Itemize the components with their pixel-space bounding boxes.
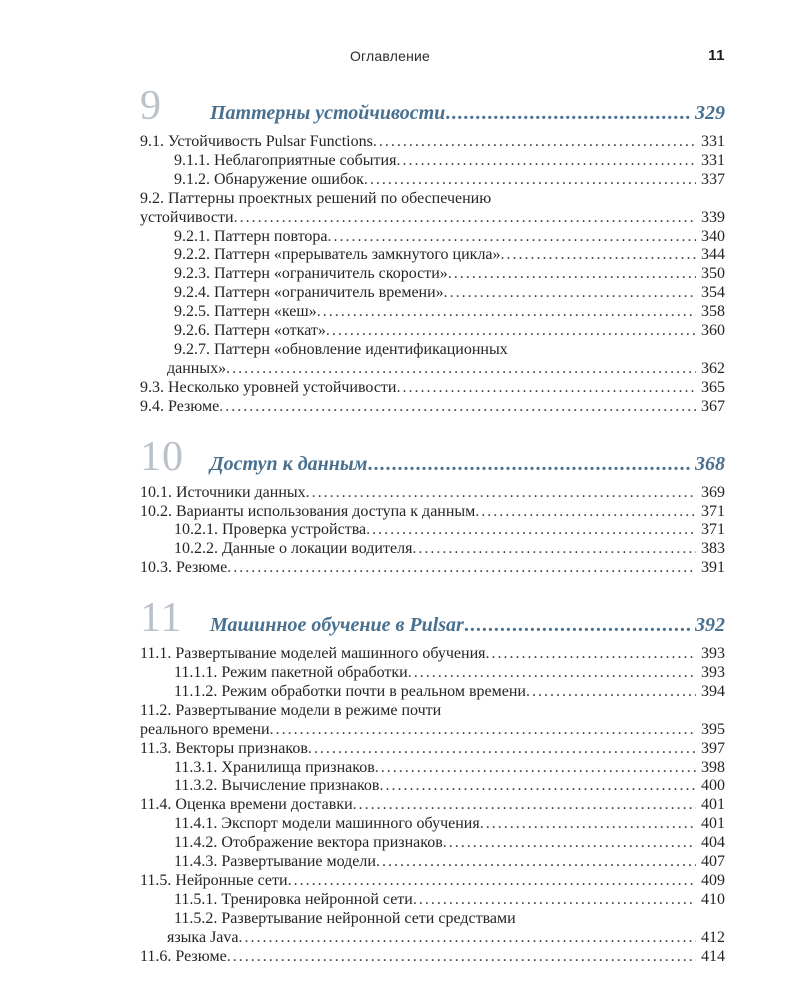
chapter-title: Доступ к данным: [210, 452, 368, 475]
entry-page-number: 367: [701, 397, 725, 415]
entry-label: 9.2.7. Паттерн «обновление идентификационных: [174, 340, 508, 358]
entry-label: 10.2.1. Проверка устройства: [174, 521, 367, 539]
toc-entry: [140, 891, 725, 910]
toc-entry: [140, 948, 725, 967]
toc-entry: [140, 815, 725, 834]
dot-leader: [227, 559, 696, 578]
chapter-title: Паттерны устойчивости: [210, 102, 446, 124]
dot-leader: [480, 815, 696, 834]
entry-wrap-label: данных»: [167, 359, 227, 377]
toc-entry: [140, 152, 725, 171]
entry-page-number: 395: [701, 720, 725, 738]
entry-page-number: 354: [701, 284, 725, 302]
chapter-number: 10: [140, 433, 184, 480]
toc-entry-line2: [140, 360, 725, 379]
toc-entry: [140, 379, 725, 398]
entry-page-number: 369: [701, 483, 725, 501]
entry-wrap-label: языка Java: [167, 928, 239, 946]
entry-label: 11.4.2. Отображение вектора признаков: [174, 834, 443, 852]
toc-entry: [140, 246, 725, 265]
entry-page-number: 383: [701, 540, 725, 558]
chapter-entry-list: [140, 645, 725, 966]
entry-label: 9.2.2. Паттерн «прерыватель замкнутого цикла»: [174, 246, 501, 264]
dot-leader: [317, 303, 696, 322]
toc-entry: [140, 265, 725, 284]
chapter-section: [140, 433, 725, 579]
running-head: [140, 48, 725, 66]
entry-page-number: 394: [701, 682, 725, 700]
dot-leader: [375, 759, 696, 778]
chapter-page-number: 392: [695, 614, 725, 637]
toc-entry: [140, 133, 725, 152]
toc-entry: [140, 503, 725, 522]
entry-page-number: 350: [701, 265, 725, 283]
entry-label: 9.2.5. Паттерн «кеш»: [174, 303, 317, 321]
toc-entry-line1: [140, 341, 725, 360]
toc-entry: [140, 664, 725, 683]
toc-entry: [140, 796, 725, 815]
chapter-entry-list: [140, 133, 725, 417]
dot-leader: [413, 891, 696, 910]
dot-leader: [396, 152, 696, 171]
entry-label: 9.2.4. Паттерн «ограничитель времени»: [174, 284, 444, 302]
dot-leader: [376, 853, 696, 872]
dot-leader: [526, 683, 696, 702]
dot-leader: [364, 171, 696, 190]
dot-leader: [448, 265, 696, 284]
entry-page-number: 401: [701, 815, 725, 833]
toc-entry-line1: [140, 910, 725, 929]
entry-label: 11.1. Развертывание моделей машинного обучения: [140, 645, 486, 663]
chapter-entry-list: [140, 484, 725, 579]
table-of-contents: [140, 85, 725, 967]
dot-leader: [326, 322, 696, 341]
toc-entry: [140, 171, 725, 190]
entry-label: 9.1.2. Обнаружение ошибок: [174, 170, 364, 188]
dot-leader: [486, 645, 697, 664]
entry-label: 11.5.1. Тренировка нейронной сети: [174, 890, 413, 908]
dot-leader: [443, 834, 696, 853]
toc-entry: [140, 540, 725, 559]
entry-label: 11.4. Оценка времени доставки: [140, 796, 353, 814]
toc-entry: [140, 559, 725, 578]
toc-entry: [140, 284, 725, 303]
entry-label: 11.1.1. Режим пакетной обработки: [174, 664, 408, 682]
toc-entry: [140, 759, 725, 778]
chapter-page-number: 368: [695, 452, 725, 475]
toc-entry: [140, 683, 725, 702]
toc-entry: [140, 740, 725, 759]
entry-wrap-label: реального времени: [140, 720, 270, 738]
dot-leader: [475, 503, 696, 522]
entry-label: 10.2. Варианты использования доступа к данным: [140, 502, 476, 520]
entry-page-number: 337: [701, 170, 725, 188]
entry-label: 9.4. Резюме: [140, 397, 220, 415]
dot-leader: [226, 360, 696, 379]
chapter-page-number: 329: [695, 102, 725, 124]
dot-leader: [353, 796, 696, 815]
toc-entry: [140, 398, 725, 417]
chapter-number: 11: [140, 595, 183, 642]
chapter-heading: [140, 595, 725, 642]
dot-leader: [306, 484, 696, 503]
entry-label: 11.3.2. Вычисление признаков: [174, 777, 380, 795]
entry-label: 10.3. Резюме: [140, 559, 228, 577]
entry-page-number: 391: [701, 559, 725, 577]
dot-leader: [379, 777, 696, 796]
toc-entry-line2: [140, 209, 725, 228]
toc-entry: [140, 834, 725, 853]
toc-page: [140, 0, 725, 967]
dot-leader: [464, 614, 691, 637]
dot-leader: [308, 740, 696, 759]
toc-entry-line2: [140, 721, 725, 740]
entry-page-number: 404: [701, 834, 725, 852]
toc-entry: [140, 521, 725, 540]
entry-page-number: 393: [701, 664, 725, 682]
dot-leader: [328, 228, 697, 247]
entry-label: 11.1.2. Режим обработки почти в реальном времени: [174, 682, 526, 700]
entry-page-number: 407: [701, 853, 725, 871]
entry-page-number: 401: [701, 796, 725, 814]
dot-leader: [412, 540, 696, 559]
entry-page-number: 344: [701, 246, 725, 264]
entry-page-number: 371: [701, 521, 725, 539]
entry-page-number: 340: [701, 227, 725, 245]
entry-page-number: 412: [701, 928, 725, 946]
entry-page-number: 360: [701, 322, 725, 340]
toc-entry: [140, 228, 725, 247]
entry-label: 9.2.6. Паттерн «откат»: [174, 322, 326, 340]
toc-entry: [140, 645, 725, 664]
entry-page-number: 397: [701, 739, 725, 757]
dot-leader: [219, 398, 696, 417]
entry-page-number: 398: [701, 758, 725, 776]
dot-leader: [234, 209, 696, 228]
dot-leader: [367, 453, 691, 476]
entry-label: 11.2. Развертывание модели в режиме почти: [140, 701, 442, 719]
dot-leader: [270, 721, 696, 740]
dot-leader: [444, 284, 696, 303]
dot-leader: [501, 246, 696, 265]
entry-label: 11.3.1. Хранилища признаков: [174, 758, 375, 776]
entry-label: 11.5. Нейронные сети: [140, 872, 288, 889]
dot-leader: [445, 102, 691, 125]
dot-leader: [239, 929, 697, 948]
dot-leader: [396, 379, 696, 398]
entry-page-number: 339: [701, 208, 725, 226]
entry-label: 9.1.1. Неблагоприятные события: [174, 151, 397, 169]
entry-page-number: 400: [701, 777, 725, 795]
entry-page-number: 331: [701, 151, 725, 169]
entry-label: 9.3. Несколько уровней устойчивости: [140, 378, 397, 396]
entry-page-number: 362: [701, 359, 725, 377]
toc-entry: [140, 322, 725, 341]
dot-leader: [366, 521, 696, 540]
entry-label: 9.2. Паттерны проектных решений по обеспечению: [140, 189, 492, 207]
entry-page-number: 365: [701, 378, 725, 396]
entry-label: 11.6. Резюме: [140, 947, 227, 965]
dot-leader: [288, 872, 696, 891]
entry-label: 11.5.2. Развертывание нейронной сети средствами: [174, 909, 516, 927]
chapter-title: Машинное обучение в Pulsar: [210, 614, 464, 637]
entry-label: 10.1. Источники данных: [140, 483, 306, 501]
toc-entry: [140, 303, 725, 322]
chapter-number: 9: [140, 83, 162, 129]
toc-entry-line1: [140, 702, 725, 721]
toc-entry-line1: [140, 190, 725, 209]
entry-wrap-label: устойчивости: [140, 208, 234, 226]
entry-label: 10.2.2. Данные о локации водителя: [174, 540, 413, 558]
entry-page-number: 414: [701, 947, 725, 965]
toc-entry: [140, 484, 725, 503]
entry-page-number: 410: [701, 890, 725, 908]
entry-page-number: 409: [701, 872, 725, 889]
header-page-number: 11: [708, 47, 725, 64]
toc-entry: [140, 853, 725, 872]
toc-entry-line2: [140, 929, 725, 948]
dot-leader: [227, 948, 696, 967]
entry-label: 9.2.3. Паттерн «ограничитель скорости»: [174, 265, 448, 283]
entry-label: 9.2.1. Паттерн повтора: [174, 227, 328, 245]
toc-entry: [140, 872, 725, 891]
entry-page-number: 331: [701, 133, 725, 150]
entry-label: 11.3. Векторы признаков: [140, 739, 308, 757]
dot-leader: [408, 664, 696, 683]
chapter-heading: [140, 433, 725, 480]
entry-label: 11.4.1. Экспорт модели машинного обучения: [174, 815, 480, 833]
entry-page-number: 358: [701, 303, 725, 321]
entry-page-number: 393: [701, 645, 725, 663]
dot-leader: [373, 133, 696, 152]
entry-label: 11.4.3. Развертывание модели: [174, 853, 376, 871]
toc-entry: [140, 777, 725, 796]
page-title: Оглавление: [349, 48, 431, 64]
entry-page-number: 371: [701, 502, 725, 520]
chapter-heading: [140, 85, 725, 127]
chapter-section: [140, 85, 725, 417]
chapter-section: [140, 597, 725, 966]
entry-label: 9.1. Устойчивость Pulsar Functions: [140, 133, 373, 150]
